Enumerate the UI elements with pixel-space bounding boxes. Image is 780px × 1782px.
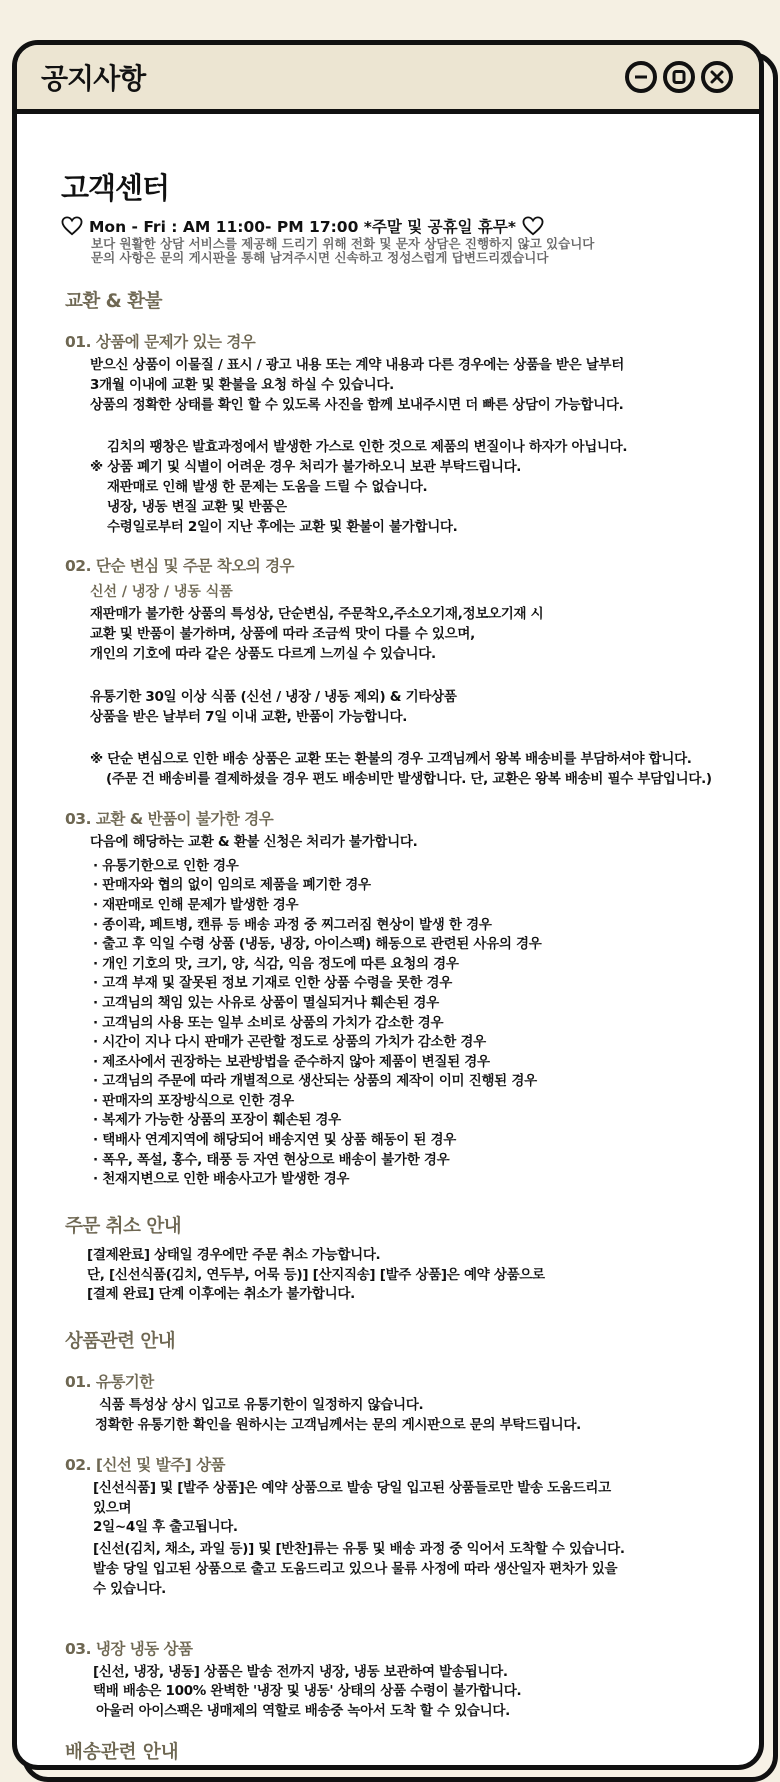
- heart-icon: [522, 216, 544, 236]
- text-line: 수 있습니다.: [93, 1580, 166, 1597]
- list-item: · 시간이 지나 다시 판매가 곤란할 정도로 상품의 가치가 감소한 경우: [93, 1033, 739, 1053]
- product-s3-title: 03. 냉장 냉동 상품: [65, 1639, 193, 1658]
- text-line: 개인의 기호에 따라 같은 상품도 다르게 느끼실 수 있습니다.: [90, 645, 436, 662]
- notice-content: [17, 166, 759, 1764]
- business-hours: [61, 215, 739, 237]
- window-title: 공지사항: [41, 62, 146, 95]
- product-s1-body: [95, 1396, 739, 1436]
- list-item: · 고객님의 책임 있는 사유로 상품이 멸실되거나 훼손된 경우: [93, 994, 739, 1014]
- text-line: 정확한 유통기한 확인을 원하시는 고객님께서는 문의 게시판으로 문의 부탁드립니다.: [95, 1417, 581, 1434]
- product-s2-body: [93, 1479, 739, 1538]
- list-item: · 종이곽, 페트병, 캔류 등 배송 과정 중 찌그러짐 현상이 발생 한 경우: [93, 916, 739, 936]
- exchange-s2-body: [90, 605, 739, 664]
- product-s3-body: [93, 1663, 739, 1722]
- text-line: [신선, 냉장, 냉동] 상품은 발송 전까지 냉장, 냉동 보관하여 발송됩니다.: [93, 1663, 508, 1680]
- text-line: 3개월 이내에 교환 및 환불을 요청 하실 수 있습니다.: [90, 376, 394, 393]
- text-line: [결제완료] 상태일 경우에만 주문 취소 가능합니다.: [87, 1246, 381, 1263]
- text-line: ※ 단순 변심으로 인한 배송 상품은 교환 또는 환불의 경우 고객님께서 왕복 배송비를 부담하셔야 합니다.: [90, 751, 692, 768]
- notice-window: [12, 40, 764, 1770]
- cancel-heading: 주문 취소 안내: [65, 1215, 182, 1237]
- product-heading: 상품관련 안내: [65, 1331, 176, 1353]
- list-item: · 유통기한으로 인한 경우: [93, 857, 739, 877]
- list-item: · 판매자의 포장방식으로 인한 경우: [93, 1092, 739, 1112]
- product-s1-title: 01. 유통기한: [65, 1373, 154, 1392]
- text-line: 발송 당일 입고된 상품으로 출고 도움드리고 있으나 물류 사정에 따라 생산일자 편차가 있을: [93, 1561, 618, 1578]
- list-item: · 폭우, 폭설, 홍수, 태풍 등 자연 현상으로 배송이 불가한 경우: [93, 1151, 739, 1171]
- list-item: · 개인 기호의 맛, 크기, 양, 식감, 익음 정도에 따른 요청의 경우: [93, 955, 739, 975]
- exchange-heading: 교환 & 환불: [65, 291, 162, 312]
- window-controls: [625, 61, 733, 93]
- text-line: (주문 건 배송비를 결제하셨을 경우 편도 배송비만 발생합니다. 단, 교환은 왕복 배송비 필수 부담입니다.): [106, 771, 712, 788]
- hours-text: Mon - Fri : AM 11:00- PM 17:00 *주말 및 공휴일 휴무*: [89, 218, 516, 236]
- text-line: [결제 완료] 단계 이후에는 취소가 불가합니다.: [87, 1286, 355, 1303]
- list-item: · 제조사에서 권장하는 보관방법을 준수하지 않아 제품이 변질된 경우: [93, 1053, 739, 1073]
- text-line: 교환 및 반품이 불가하며, 상품에 따라 조금씩 맛이 다를 수 있으며,: [90, 626, 475, 643]
- list-item: · 고객 부재 및 잘못된 정보 기재로 인한 상품 수령을 못한 경우: [93, 974, 739, 994]
- exchange-s3-intro: 다음에 해당하는 교환 & 환불 신청은 처리가 불가합니다.: [90, 833, 418, 850]
- maximize-button[interactable]: [663, 61, 695, 93]
- exchange-s2-note: [90, 750, 739, 790]
- text-line: 받으신 상품이 이물질 / 표시 / 광고 내용 또는 계약 내용과 다른 경우에는 상품을 받은 날부터: [90, 357, 624, 373]
- maximize-icon: [670, 68, 688, 86]
- exchange-s1-note: [90, 438, 739, 537]
- text-line: 유통기한 30일 이상 식품 (신선 / 냉장 / 냉동 제외) & 기타상품: [90, 688, 457, 705]
- close-button[interactable]: [701, 61, 733, 93]
- close-icon: [708, 68, 726, 86]
- exchange-s2-label: 신선 / 냉장 / 냉동 식품: [90, 584, 233, 601]
- exchange-s2-title: 02. 단순 변심 및 주문 착오의 경우: [65, 557, 295, 576]
- text-line: 재판매로 인해 발생 한 문제는 도움을 드릴 수 없습니다.: [107, 478, 428, 495]
- text-line: 상품의 정확한 상태를 확인 할 수 있도록 사진을 함께 보내주시면 더 빠른 상담이 가능합니다.: [90, 396, 624, 413]
- text-line: 식품 특성상 상시 입고로 유통기한이 일정하지 않습니다.: [99, 1397, 424, 1414]
- heart-icon: [61, 216, 83, 236]
- text-line: 2일~4일 후 출고됩니다.: [93, 1519, 238, 1536]
- list-item: · 천재지변으로 인한 배송사고가 발생한 경우: [93, 1170, 739, 1190]
- text-line: [신선(김치, 채소, 과일 등)] 및 [반찬]류는 유통 및 배송 과정 중 익어서 도착할 수 있습니다.: [93, 1541, 625, 1558]
- text-line: ※ 상품 폐기 및 식별이 어려운 경우 처리가 불가하오니 보관 부탁드립니다.: [90, 459, 522, 476]
- minimize-button[interactable]: [625, 61, 657, 93]
- text-line: 아울러 아이스팩은 냉매제의 역할로 배송중 녹아서 도착 할 수 있습니다.: [96, 1703, 510, 1720]
- customer-center-title: 고객센터: [61, 171, 170, 205]
- list-item: · 재판매로 인해 문제가 발생한 경우: [93, 896, 739, 916]
- non-refundable-list: [93, 857, 739, 1190]
- list-item: · 출고 후 익일 수령 상품 (냉동, 냉장, 아이스팩) 해동으로 관련된 사유의 경우: [93, 935, 739, 955]
- text-line: [신선식품] 및 [발주 상품]은 예약 상품으로 발송 당일 입고된 상품들로만 발송 도움드리고: [93, 1479, 611, 1496]
- intro-line: 보다 원활한 상담 서비스를 제공해 드리기 위해 전화 및 문자 상담은 진행하지 않고 있습니다: [91, 236, 595, 251]
- list-item: · 고객님의 주문에 따라 개별적으로 생산되는 상품의 제작이 이미 진행된 경우: [93, 1072, 739, 1092]
- list-item: · 택배사 연계지역에 해당되어 배송지연 및 상품 해동이 된 경우: [93, 1131, 739, 1151]
- center-intro: [91, 237, 739, 265]
- exchange-s2-body2: [90, 688, 739, 728]
- text-line: 단, [신선식품(김치, 연두부, 어묵 등)] [산지직송] [발주 상품]은 예약 상품으로: [87, 1266, 545, 1283]
- product-s2-title: 02. [신선 및 발주] 상품: [65, 1455, 226, 1474]
- cancel-body: [87, 1246, 739, 1305]
- exchange-s1-title: 01. 상품에 문제가 있는 경우: [65, 333, 256, 351]
- text-line: 택배 배송은 100% 완벽한 '냉장 및 냉동' 상태의 상품 수령이 불가합니다.: [93, 1683, 522, 1700]
- text-line: 수령일로부터 2일이 지난 후에는 교환 및 환불이 불가합니다.: [107, 518, 458, 535]
- minimize-icon: [632, 68, 650, 86]
- text-line: 냉장, 냉동 변질 교환 및 반품은: [107, 498, 287, 515]
- text-line: 김치의 팽창은 발효과정에서 발생한 가스로 인한 것으로 제품의 변질이나 하자가 아닙니다.: [107, 439, 628, 456]
- text-line: 있으며: [93, 1499, 132, 1516]
- window-titlebar[interactable]: [17, 45, 759, 114]
- intro-line: 문의 사항은 문의 게시판을 통해 남겨주시면 신속하고 정성스럽게 답변드리겠습니다: [91, 250, 549, 265]
- text-line: 재판매가 불가한 상품의 특성상, 단순변심, 주문착오,주소오기재,정보오기재 시: [90, 606, 544, 623]
- list-item: · 고객님의 사용 또는 일부 소비로 상품의 가치가 감소한 경우: [93, 1014, 739, 1034]
- exchange-s1-body: [90, 356, 739, 415]
- shipping-heading: 배송관련 안내: [65, 1742, 179, 1763]
- product-s2-body2: [93, 1540, 739, 1599]
- exchange-s3-title: 03. 교환 & 반품이 불가한 경우: [65, 809, 274, 828]
- list-item: · 판매자와 협의 없이 임의로 제품을 폐기한 경우: [93, 876, 739, 896]
- list-item: · 복제가 가능한 상품의 포장이 훼손된 경우: [93, 1111, 739, 1131]
- text-line: 상품을 받은 날부터 7일 이내 교환, 반품이 가능합니다.: [90, 708, 408, 725]
